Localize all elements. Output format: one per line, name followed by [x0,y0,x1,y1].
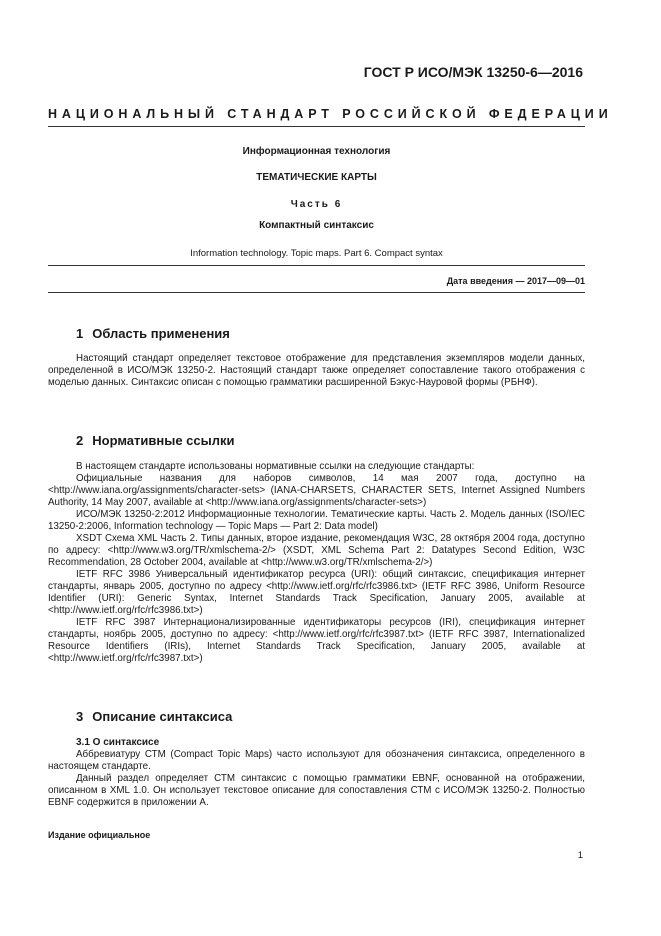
title-rule [48,265,585,266]
title-part: Часть 6 [290,199,343,210]
paragraph: Данный раздел определяет СТМ синтаксис с помощью грамматики EBNF, основанной на отображении, описанном в XML 1.0. Он использует текстовое описание для сопоставления СТМ с ИСО/МЭК 13250-2. Полностью EBNF содержится в приложении А. [48,773,585,808]
introduction-date: Дата введения — 2017—09—01 [446,276,585,286]
reference-entry: ИСО/МЭК 13250-2:2012 Информационные технологии. Тематические карты. Часть 2. Модель данных (ISO/IEC 13250-2:2006, Information technology — Topic Maps — Part 2: Data model) [48,509,585,532]
title-main: ТЕМАТИЧЕСКИЕ КАРТЫ [256,172,377,183]
title-part-name: Компактный синтаксис [259,220,374,231]
national-standard-banner: НАЦИОНАЛЬНЫЙ СТАНДАРТ РОССИЙСКОЙ ФЕДЕРАЦИИ [48,107,613,121]
reference-entry: IETF RFC 3987 Интернационализированные идентификаторы ресурсов (IRI), спецификация интернет стандарты, ноябрь 2005, доступно по адресу: <http://www.ietf.org/rfc/rfc3987.txt> (IETF RFC 3987, Internationalized Resource Identifiers (IRIs), Internet Standards Track Specification, January 2005, available at <http://www.ietf.org/rfc/rfc3987.txt>) [48,617,585,664]
section-number: 3 [76,709,84,724]
banner-rule [48,126,585,127]
section-body [48,353,585,389]
paragraph: В настоящем стандарте использованы нормативные ссылки на следующие стандарты: [76,461,475,472]
document-code: ГОСТ Р ИСО/МЭК 13250-6—2016 [363,64,583,80]
paragraph: Настоящий стандарт определяет текстовое отображение для представления экземпляров модели данных, определенной в ИСО/МЭК 13250-2. Настоящий стандарт также определяет сопоставление такого отображения с моделью данных. Синтаксис описан с помощью грамматики расширенной Бэкус-Науровой формы (РБНФ). [48,353,585,388]
reference-entry: Официальные названия для наборов символов, 14 мая 2007 года, доступно на <http://www.iana.org/assignments/character-sets> (IANA-CHARSETS, CHARACTER SETS, Internet Assigned Numbers Authority, 14 May 2007, available at <http://www.iana.org/assignments/character-sets>) [48,473,585,508]
section-heading [76,433,234,448]
reference-entry: IETF RFC 3986 Универсальный идентификатор ресурса (URI): общий синтаксис, спецификация интернет стандарты, январь 2005, доступно по адресу <http://www.ietf.org/rfc/rfc3986.txt> (IETF RFC 3986, Uniform Resource Identifier (URI): Generic Syntax, Internet Standards Track Specification, January 2005, available at <http://www.ietf.org/rfc/rfc3986.txt>) [48,569,585,616]
section-title: Описание синтаксиса [92,709,233,724]
section-title: Нормативные ссылки [92,433,235,448]
reference-entry: XSDT Схема XML Часть 2. Типы данных, второе издание, рекомендация W3C, 28 октября 2004 года, доступно по адресу: <http://www.w3.org/TR/xmlschema-2/> (XSDT, XML Schema Part 2: Datatypes Second Edition, W3C Recommendation, 28 October 2004, available at <http://www.w3.org/TR/xmlschema-2/>) [48,533,585,568]
title-english: Information technology. Topic maps. Part 6. Compact syntax [190,248,443,259]
page-number: 1 [577,850,583,861]
subsection-heading: 3.1 О синтаксисе [76,737,160,748]
title-topic: Информационная технология [242,146,391,157]
paragraph: Аббревиатуру СТМ (Compact Topic Maps) часто используют для обозначения синтаксиса, определенного в настоящем стандарте. [48,749,585,772]
section-body [48,461,585,665]
section-title: Область применения [92,326,230,341]
official-edition-note: Издание официальное [48,830,151,840]
date-rule [48,292,585,293]
section-number: 2 [76,433,84,448]
section-heading [76,709,232,724]
section-heading [76,326,230,341]
section-body [48,749,585,809]
section-number: 1 [76,326,84,341]
